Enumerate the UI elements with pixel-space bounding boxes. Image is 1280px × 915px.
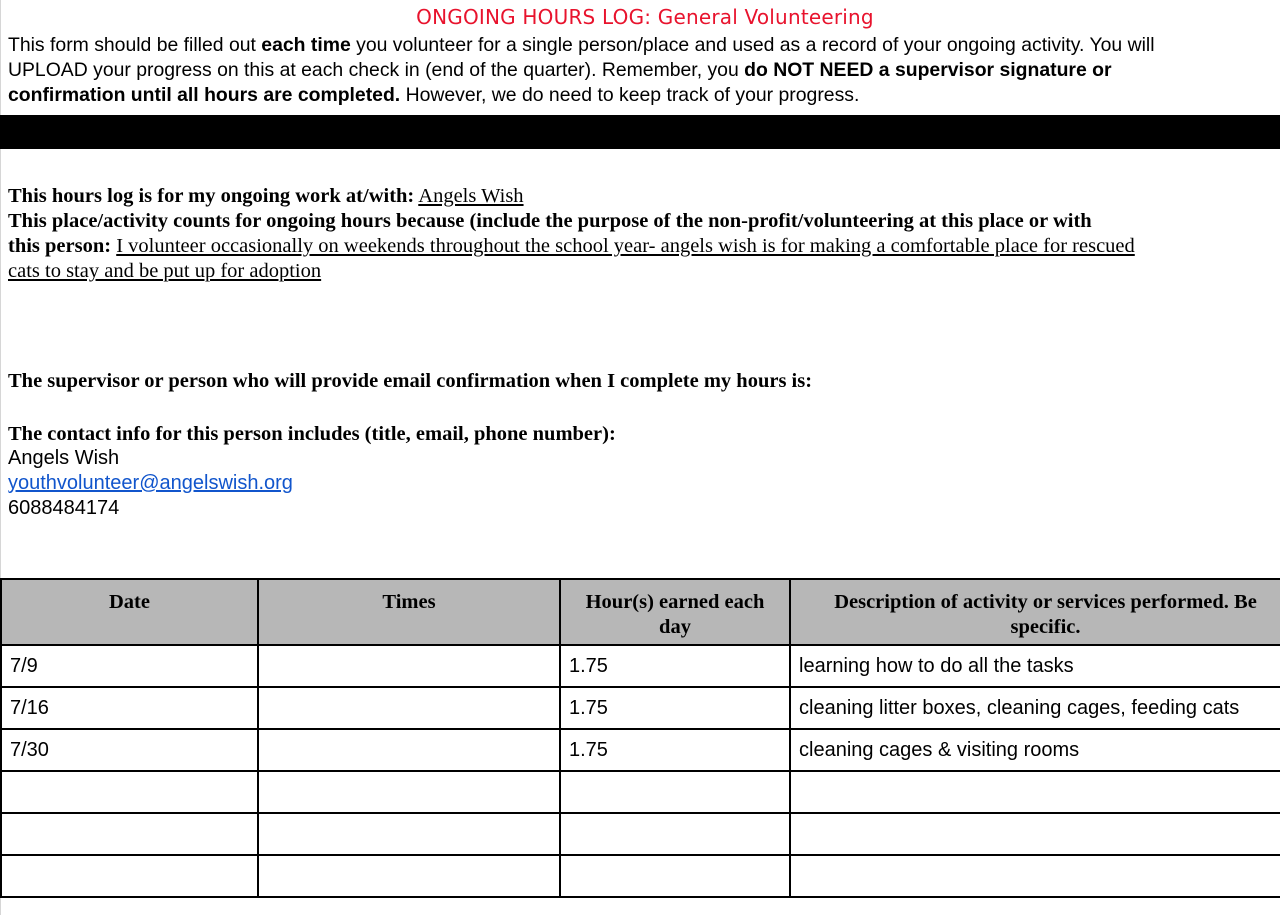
intro-emphasis: each time <box>261 34 351 56</box>
contact-details <box>8 446 293 521</box>
purpose-value[interactable]: cats to stay and be put up for adoption <box>8 260 322 282</box>
supervisor-field <box>8 369 812 394</box>
purpose-value[interactable]: I volunteer occasionally on weekends throughout the school year- angels wish is for making a comfortable place for rescued <box>116 235 1135 257</box>
purpose-label: this person: <box>8 235 112 257</box>
intro-emphasis: do NOT NEED a supervisor signature or <box>744 59 1112 81</box>
intro-paragraph <box>8 33 1280 108</box>
description-cell[interactable]: learning how to do all the tasks <box>790 645 1280 687</box>
date-cell[interactable] <box>1 771 258 813</box>
date-cell[interactable] <box>1 855 258 897</box>
column-header-description: Description of activity or services performed. Be specific. <box>790 579 1280 645</box>
times-cell[interactable] <box>258 813 560 855</box>
table-row <box>1 771 1280 813</box>
date-cell[interactable]: 7/16 <box>1 687 258 729</box>
hours-cell[interactable]: 1.75 <box>560 729 790 771</box>
log-for-field <box>8 184 524 209</box>
column-header-date: Date <box>1 579 258 645</box>
purpose-field <box>8 209 1270 284</box>
supervisor-label: The supervisor or person who will provide email confirmation when I complete my hours is: <box>8 370 813 392</box>
times-cell[interactable] <box>258 771 560 813</box>
contact-name: Angels Wish <box>8 447 120 469</box>
table-row <box>1 729 1280 771</box>
table-row <box>1 813 1280 855</box>
table-row <box>1 855 1280 897</box>
log-for-label: This hours log is for my ongoing work at/with: <box>8 185 415 207</box>
table-row <box>1 645 1280 687</box>
hours-cell[interactable] <box>560 771 790 813</box>
hours-cell[interactable] <box>560 855 790 897</box>
times-cell[interactable] <box>258 729 560 771</box>
page-title: ONGOING HOURS LOG: General Volunteering <box>416 5 874 29</box>
date-cell[interactable]: 7/9 <box>1 645 258 687</box>
log-for-value[interactable]: Angels Wish <box>418 185 524 207</box>
description-cell[interactable]: cleaning cages & visiting rooms <box>790 729 1280 771</box>
hours-cell[interactable]: 1.75 <box>560 645 790 687</box>
table-header-row <box>1 579 1280 645</box>
table-row <box>1 687 1280 729</box>
contact-email-link[interactable]: youthvolunteer@angelswish.org <box>8 472 293 494</box>
description-cell[interactable] <box>790 771 1280 813</box>
intro-text: UPLOAD your progress on this at each check in (end of the quarter). Remember, you <box>8 59 745 81</box>
date-cell[interactable]: 7/30 <box>1 729 258 771</box>
hours-cell[interactable]: 1.75 <box>560 687 790 729</box>
description-cell[interactable] <box>790 813 1280 855</box>
contact-phone: 6088484174 <box>8 497 120 519</box>
intro-text: you volunteer for a single person/place and used as a record of your ongoing activity. You will <box>350 34 1155 56</box>
column-header-hours: Hour(s) earned each day <box>560 579 790 645</box>
times-cell[interactable] <box>258 687 560 729</box>
intro-text: This form should be filled out <box>8 34 262 56</box>
contact-field <box>8 422 616 447</box>
intro-text: However, we do need to keep track of your progress. <box>400 84 860 106</box>
times-cell[interactable] <box>258 855 560 897</box>
intro-emphasis: confirmation until all hours are completed. <box>8 84 401 106</box>
hours-log-table <box>0 578 1280 898</box>
hours-cell[interactable] <box>560 813 790 855</box>
section-divider-bar <box>0 115 1280 149</box>
purpose-label: This place/activity counts for ongoing hours because (include the purpose of the non-profit/volunteering at this place or with <box>8 210 1092 232</box>
date-cell[interactable] <box>1 813 258 855</box>
description-cell[interactable] <box>790 855 1280 897</box>
times-cell[interactable] <box>258 645 560 687</box>
column-header-times: Times <box>258 579 560 645</box>
description-cell[interactable]: cleaning litter boxes, cleaning cages, feeding cats <box>790 687 1280 729</box>
contact-label: The contact info for this person includes (title, email, phone number): <box>8 423 616 445</box>
